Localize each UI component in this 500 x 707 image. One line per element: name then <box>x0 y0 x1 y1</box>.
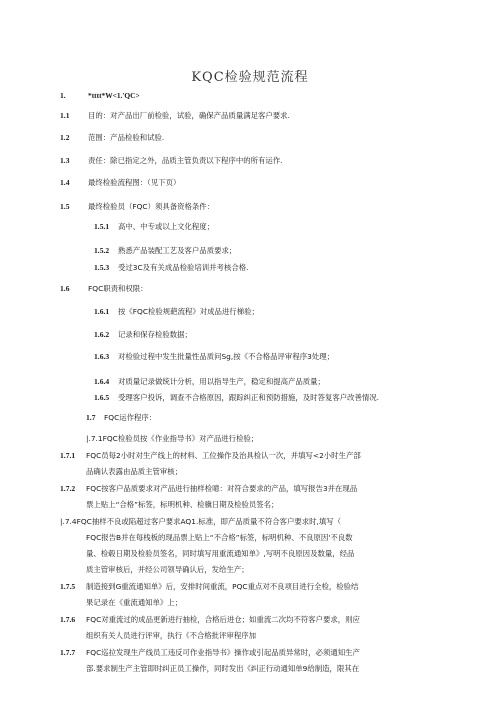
item-text: FQC对重流过的成品更新进行抽检，合格后进仓；如重流二次均不符客户要求，则应 <box>86 615 360 624</box>
item-number: 1.7.7 <box>60 648 76 657</box>
item-number: 1.6.4 <box>94 377 110 386</box>
item-number: 1.6.3 <box>94 352 110 361</box>
item-text: 目的：对产品出厂前检验，试验，确保产品质量满足客户要求. <box>88 111 290 120</box>
item-number: 1.2 <box>60 133 70 142</box>
item-number: 1.7.1 <box>60 451 76 460</box>
item-number: 1.5.1 <box>94 222 110 231</box>
item-text: 受理客户投诉，调查不合格原因，跟踪纠正和预防措施，及时答复客户改善情况. <box>118 393 380 402</box>
item-text: FQC职责和权限： <box>88 284 148 293</box>
item-number: 1.7.5 <box>60 582 76 591</box>
item-text: 对质量记录做统计分析，用以指导生产，稳定和提高产品质量； <box>118 377 325 386</box>
item-number: 1.5 <box>60 202 70 211</box>
section-1-7-5-continued: 果记录在《重流通知单》上； <box>86 598 183 607</box>
section-1-7-4-continued-1: FQC报告B并在每栈板的现品票上贴上“不合格”标签，标明机种、不良原因'不良数 <box>86 533 353 542</box>
section-1-7-7-continued: 部.要求制生产主管即时纠正员工操作，同时发出《纠正行动通知单9给制造，限其在 <box>86 664 360 673</box>
section-1-7-2-continued: 票上贴上“合格”标签，标明机种、检骥日期及检验员签名； <box>86 500 279 509</box>
item-text: FQC员每2小时对生产线上的材料、工位操作及治具检认一次，并填写<2小时生产部 <box>86 451 361 460</box>
item-text: 记录和保存检验数据； <box>118 330 192 339</box>
document-title: KQC检验规范流程 <box>191 70 309 85</box>
item-text: FQC巡拉发现生产线员工违反可作业指导书》操作或引起品质异常时，必须通知生产 <box>86 648 360 657</box>
item-number: 1.7.6 <box>60 615 76 624</box>
item-number: 1. <box>60 91 66 100</box>
item-number: 1.6.5 <box>94 393 110 402</box>
item-number: 1.4 <box>60 178 70 187</box>
item-text: 按《FQC检验规葩流程》对成品进行梯验； <box>118 307 259 316</box>
item-text: FQC运作程序： <box>104 413 157 422</box>
item-number: 1.7.2 <box>60 484 76 493</box>
section-1-7-1-continued: 品确认表露由品质主管审核； <box>86 467 183 476</box>
item-text: FQC按客户品质要求对产品进行抽样检噫：对符合要求的产品，填写报告3并在现品 <box>86 484 358 493</box>
item-text: 最终检验流程图：（见下页） <box>88 178 181 187</box>
item-text: 高中、中专或以上文化程度； <box>118 222 215 231</box>
item-text: 责任：除已指定之外，品质主管负责以下程序中的所有运作. <box>88 156 283 165</box>
item-number: 1.1 <box>60 111 70 120</box>
section-1-7-6-continued: 组织有关人员进行评审，执行《不合格批评审程序加 <box>86 631 256 640</box>
item-number: 1.3 <box>60 156 70 165</box>
item-number: 1.7 <box>86 413 96 422</box>
item-text: 制造接到G重流通知单》后，安排时间重流，PQC重点对不良项目进行全检，检验结 <box>86 582 359 591</box>
section-1-7-1-intro: |.7.1FQC检验员按《作业指导书》对产品进行检验； <box>86 434 259 443</box>
section-1-7-4-continued-2: 量、检毂日期及检验员签名，同时填写用重流通知单》,写明不良原因及数量，经品 <box>86 549 355 558</box>
section-1-7-4: |.7.4FQC抽样不良或陷超过客户要求AQ1.标准，即产品质量不符合客户要求时,填写（ <box>60 517 342 526</box>
item-number: 1.5.2 <box>94 246 110 255</box>
item-text: 对检验过程中发生批量性品质问Sg,按《不合格品评审程序3处理； <box>118 352 334 361</box>
item-text: 熟悉产品装配工艺及客户品质要求； <box>118 246 237 255</box>
item-text: *tttt*W<1.'QC> <box>88 91 140 100</box>
section-1-7-4-continued-3: 质主管审核后，并经公司领导确认后，发给生产； <box>86 565 249 574</box>
item-text: 最终检验员（FQC）须具备资格条件： <box>88 202 215 211</box>
item-number: 1.6.1 <box>94 307 110 316</box>
item-text: 受过3C及有关成品检验培训并考核合格. <box>118 263 249 272</box>
item-number: 1.5.3 <box>94 263 110 272</box>
item-number: 1.6 <box>60 284 70 293</box>
item-text: 范围：产品检验和试验. <box>88 133 165 142</box>
item-number: 1.6.2 <box>94 330 110 339</box>
